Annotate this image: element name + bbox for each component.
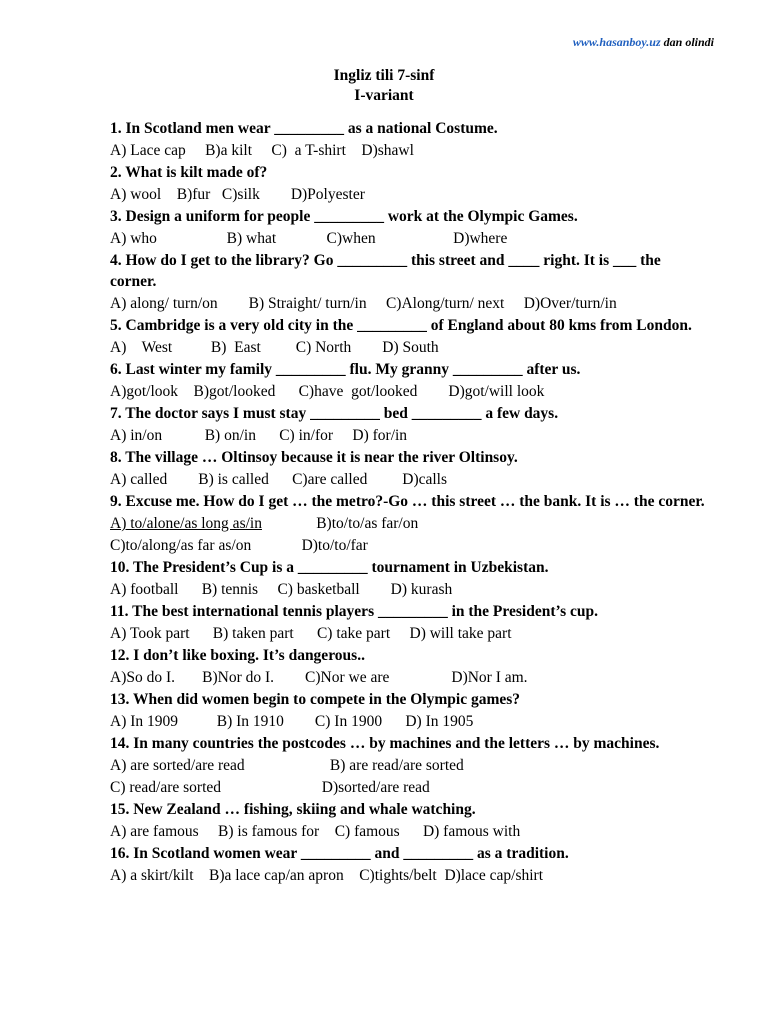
question-text: 14. In many countries the postcodes … by machines and the letters … by machines.	[110, 735, 660, 752]
answer-options: A)got/look B)got/looked C)have got/looked D)got/will look	[110, 383, 545, 400]
answer-options: C) read/are sorted D)sorted/are read	[110, 779, 430, 796]
answer-options: C)to/along/as far as/on D)to/to/far	[110, 537, 368, 554]
question-text: 10. The President’s Cup is a _________ tournament in Uzbekistan.	[110, 559, 549, 576]
question-text: 11. The best international tennis players _________ in the President’s cup.	[110, 603, 598, 620]
question-text: 2. What is kilt made of?	[110, 164, 268, 181]
question-text: 8. The village … Oltinsoy because it is near the river Oltinsoy.	[110, 449, 518, 466]
answer-options: A) are famous B) is famous for C) famous D) famous with	[110, 823, 521, 840]
answer-options: A) who B) what C)when D)where	[110, 230, 508, 247]
answer-option-a-underlined: A) to/alone/as long as/in	[110, 515, 262, 532]
question-text: 1. In Scotland men wear _________ as a national Costume.	[110, 120, 498, 137]
question-text: 7. The doctor says I must stay _________ bed _________ a few days.	[110, 405, 559, 422]
answer-options: A)So do I. B)Nor do I. C)Nor we are D)Nor I am.	[110, 669, 528, 686]
question-text: 13. When did women begin to compete in the Olympic games?	[110, 691, 521, 708]
answer-options: A) a skirt/kilt B)a lace cap/an apron C)tights/belt D)lace cap/shirt	[110, 867, 544, 884]
answer-options	[110, 513, 710, 534]
answer-options: A) are sorted/are read B) are read/are sorted	[110, 757, 464, 774]
answer-options: A) In 1909 B) In 1910 C) In 1900 D) In 1905	[110, 713, 474, 730]
answer-option-b: B)to/to/as far/on	[261, 515, 419, 532]
question-text: 15. New Zealand … fishing, skiing and whale watching.	[110, 801, 476, 818]
question-text: 16. In Scotland women wear _________ and _________ as a tradition.	[110, 845, 569, 862]
answer-options: A) football B) tennis C) basketball D) kurash	[110, 581, 453, 598]
question-text: 6. Last winter my family _________ flu. My granny _________ after us.	[110, 361, 581, 378]
source-suffix: dan olindi	[660, 35, 714, 49]
question-text: 3. Design a uniform for people _________ work at the Olympic Games.	[110, 208, 578, 225]
source-url-link[interactable]: www.hasanboy.uz	[572, 35, 661, 49]
question-list	[110, 118, 710, 887]
question-text: 12. I don’t like boxing. It’s dangerous..	[110, 647, 365, 664]
answer-options: A) wool B)fur C)silk D)Polyester	[110, 186, 365, 203]
page-title: Ingliz tili 7-sinf	[333, 67, 435, 84]
question-text: 4. How do I get to the library? Go _________ this street and ____ right. It is ___ the corner.	[110, 252, 661, 290]
question-text: 9. Excuse me. How do I get … the metro?-Go … this street … the bank. It is … the corner.	[110, 493, 705, 510]
answer-options: A) called B) is called C)are called D)calls	[110, 471, 448, 488]
answer-options: A) Lace cap B)a kilt C) a T-shirt D)shawl	[110, 142, 414, 159]
source-credit	[573, 35, 714, 50]
answer-options: A) along/ turn/on B) Straight/ turn/in C)Along/turn/ next D)Over/turn/in	[110, 295, 617, 312]
answer-options: A) Took part B) taken part C) take part D) will take part	[110, 625, 512, 642]
answer-options: A) in/on B) on/in C) in/for D) for/in	[110, 427, 408, 444]
variant-title: I-variant	[354, 87, 414, 104]
question-text: 5. Cambridge is a very old city in the _________ of England about 80 kms from London.	[110, 317, 692, 334]
answer-options: A) West B) East C) North D) South	[110, 339, 439, 356]
